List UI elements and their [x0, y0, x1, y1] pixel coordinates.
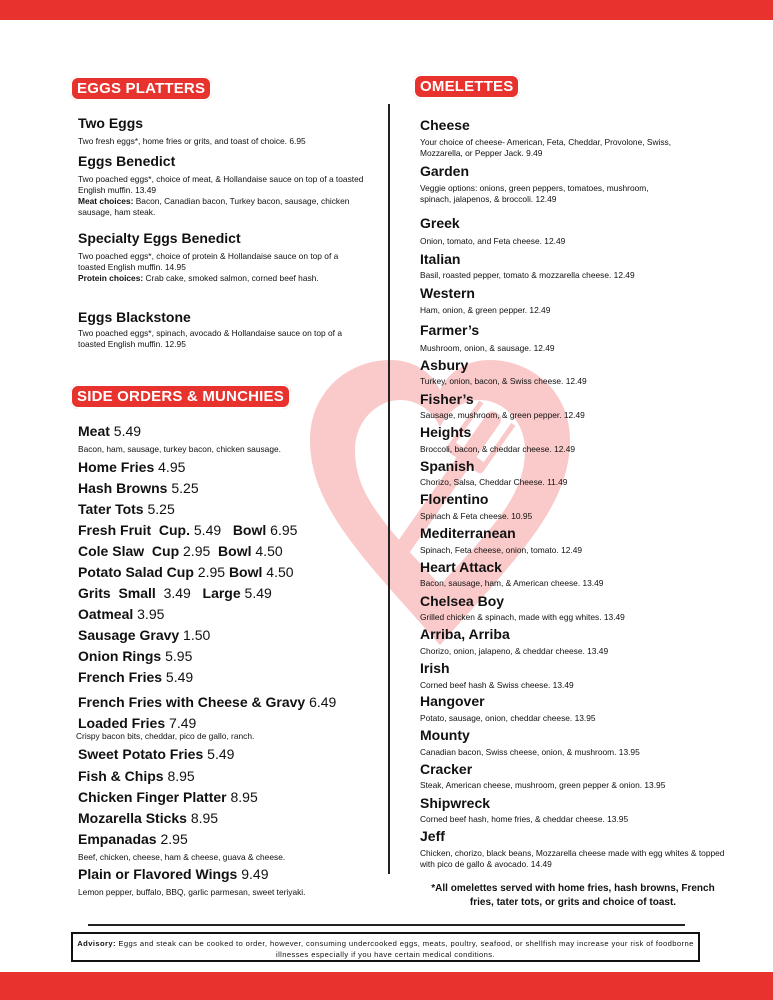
menu-item-desc: Two fresh eggs*, home fries or grits, and toast of choice. 6.95: [78, 136, 306, 146]
side-item: Fish & Chips 8.95: [78, 768, 195, 784]
side-item: Meat 5.49: [78, 423, 142, 439]
bottom-divider: [88, 924, 685, 926]
omelette-desc: Grilled chicken & spinach, made with egg whites. 13.49: [420, 612, 625, 622]
omelette-name: Heart Attack: [420, 559, 502, 575]
menu-item-desc: Two poached eggs*, spinach, avocado & Hollandaise sauce on top of a toasted English muffin. 12.95: [78, 328, 342, 349]
menu-item-name: Eggs Blackstone: [78, 309, 191, 325]
omelette-desc: Ham, onion, & green pepper. 12.49: [420, 305, 551, 315]
omelette-name: Heights: [420, 424, 472, 440]
omelette-name: Greek: [420, 215, 460, 231]
advisory-label: Advisory:: [77, 939, 116, 948]
omelette-desc: Sausage, mushroom, & green pepper. 12.49: [420, 410, 585, 420]
omelette-desc: Corned beef hash, home fries, & cheddar cheese. 13.95: [420, 814, 629, 824]
omelette-desc: Bacon, sausage, ham, & American cheese. 13.49: [420, 578, 604, 588]
side-item: Sweet Potato Fries 5.49: [78, 746, 235, 762]
side-orders-heading: SIDE ORDERS & MUNCHIES: [70, 384, 291, 409]
side-item: Potato Salad Cup 2.95 Bowl 4.50: [78, 564, 294, 580]
omelette-name: Shipwreck: [420, 795, 491, 811]
side-item: French Fries 5.49: [78, 669, 194, 685]
side-item: Mozarella Sticks 8.95: [78, 810, 219, 826]
omelette-desc: Canadian bacon, Swiss cheese, onion, & mushroom. 13.95: [420, 747, 640, 757]
meat-choices-label: Meat choices:: [78, 196, 134, 206]
top-accent-bar: [0, 0, 773, 20]
omelette-name: Spanish: [420, 458, 475, 474]
eggs-platters-heading: EGGS PLATTERS: [70, 76, 212, 101]
omelette-desc: Turkey, onion, bacon, & Swiss cheese. 12.49: [420, 376, 587, 386]
advisory-text: Eggs and steak can be cooked to order, however, consuming undercooked eggs, meats, poultry, seafood, or shellfish may increase your risk of foodborne illnesses especially if you have certain medical conditions.: [115, 939, 694, 959]
omelette-desc: Your choice of cheese- American, Feta, Cheddar, Provolone, Swiss, Mozzarella, or Pepper Jack. 9.49: [420, 137, 672, 158]
omelette-name: Garden: [420, 163, 470, 179]
side-item: Loaded Fries 7.49: [78, 715, 197, 731]
omelette-name: Irish: [420, 660, 450, 676]
side-item: Chicken Finger Platter 8.95: [78, 789, 258, 805]
side-item: Tater Tots 5.25: [78, 501, 175, 517]
omelette-desc: Chorizo, onion, jalapeno, & cheddar cheese. 13.49: [420, 646, 609, 656]
side-item: Cole Slaw Cup 2.95 Bowl 4.50: [78, 543, 283, 559]
omelette-desc: Veggie options: onions, green peppers, tomatoes, mushroom, spinach, jalapenos, & broccoli. 12.49: [420, 183, 649, 204]
side-item: Home Fries 4.95: [78, 459, 186, 475]
omelettes-heading: OMELETTES: [413, 74, 520, 99]
omelette-name: Western: [420, 285, 475, 301]
side-item: Hash Browns 5.25: [78, 480, 199, 496]
side-item: French Fries with Cheese & Gravy 6.49: [78, 694, 337, 710]
menu-item-name: Two Eggs: [78, 115, 144, 131]
omelette-name: Italian: [420, 251, 461, 267]
side-item: Oatmeal 3.95: [78, 606, 165, 622]
omelette-desc: Spinach & Feta cheese. 10.95: [420, 511, 533, 521]
omelette-name: Hangover: [420, 693, 485, 709]
omelette-name: Jeff: [420, 828, 445, 844]
side-item: Empanadas 2.95: [78, 831, 188, 847]
menu-item-name: Eggs Benedict: [78, 153, 176, 169]
side-item-desc: Beef, chicken, cheese, ham & cheese, guava & cheese.: [78, 852, 286, 862]
omelette-name: Asbury: [420, 357, 469, 373]
omelette-name: Chelsea Boy: [420, 593, 505, 609]
omelette-desc: Chorizo, Salsa, Cheddar Cheese. 11.49: [420, 477, 568, 487]
advisory-box: [71, 932, 700, 962]
omelette-desc: Basil, roasted pepper, tomato & mozzarella cheese. 12.49: [420, 270, 635, 280]
omelette-desc: Chicken, chorizo, black beans, Mozzarella cheese made with egg whites & topped with pico de gallo & avocado. 14.49: [420, 848, 725, 869]
omelette-name: Mounty: [420, 727, 470, 743]
protein-choices-label: Protein choices:: [78, 273, 144, 283]
omelette-name: Florentino: [420, 491, 489, 507]
omelettes-footnote: *All omelettes served with home fries, hash browns, French fries, tater tots, or grits and choice of toast.: [431, 883, 715, 908]
omelette-desc: Broccoli, bacon, & cheddar cheese. 12.49: [420, 444, 576, 454]
omelette-desc: Corned beef hash & Swiss cheese. 13.49: [420, 680, 574, 690]
menu-item-name: Specialty Eggs Benedict: [78, 230, 241, 246]
omelette-desc: Potato, sausage, onion, cheddar cheese. 13.95: [420, 713, 596, 723]
side-item: Fresh Fruit Cup. 5.49 Bowl 6.95: [78, 522, 298, 538]
omelette-desc: Mushroom, onion, & sausage. 12.49: [420, 343, 555, 353]
side-item-desc: Crispy bacon bits, cheddar, pico de gallo, ranch.: [76, 731, 255, 741]
side-item: Grits Small 3.49 Large 5.49: [78, 585, 272, 601]
omelette-name: Cheese: [420, 117, 470, 133]
omelette-desc: Spinach, Feta cheese, onion, tomato. 12.49: [420, 545, 583, 555]
side-item-desc: Lemon pepper, buffalo, BBQ, garlic parmesan, sweet teriyaki.: [78, 887, 306, 897]
omelette-name: Mediterranean: [420, 525, 516, 541]
side-item: Sausage Gravy 1.50: [78, 627, 211, 643]
omelette-name: Cracker: [420, 761, 473, 777]
omelette-desc: Onion, tomato, and Feta cheese. 12.49: [420, 236, 566, 246]
bottom-accent-bar: [0, 972, 773, 1000]
omelette-desc: Steak, American cheese, mushroom, green pepper & onion. 13.95: [420, 780, 666, 790]
side-item: Plain or Flavored Wings 9.49: [78, 866, 269, 882]
omelette-name: Farmer’s: [420, 322, 480, 338]
omelette-name: Fisher’s: [420, 391, 474, 407]
column-divider: [388, 104, 390, 874]
side-item: Onion Rings 5.95: [78, 648, 193, 664]
side-item-desc: Bacon, ham, sausage, turkey bacon, chicken sausage.: [78, 444, 281, 454]
menu-item-desc: Two poached eggs*, choice of protein & Hollandaise sauce on top of a toasted English muffin. 14.95 Protein choices: Crab cake, smoked salmon, corned beef hash.: [78, 251, 339, 283]
menu-item-desc: Two poached eggs*, choice of meat, & Hollandaise sauce on top of a toasted English muffin. 13.49 Meat choices: Bacon, Canadian bacon, Turkey bacon, sausage, chicken sausage, ham steak.: [78, 174, 364, 217]
omelette-name: Arriba, Arriba: [420, 626, 510, 642]
